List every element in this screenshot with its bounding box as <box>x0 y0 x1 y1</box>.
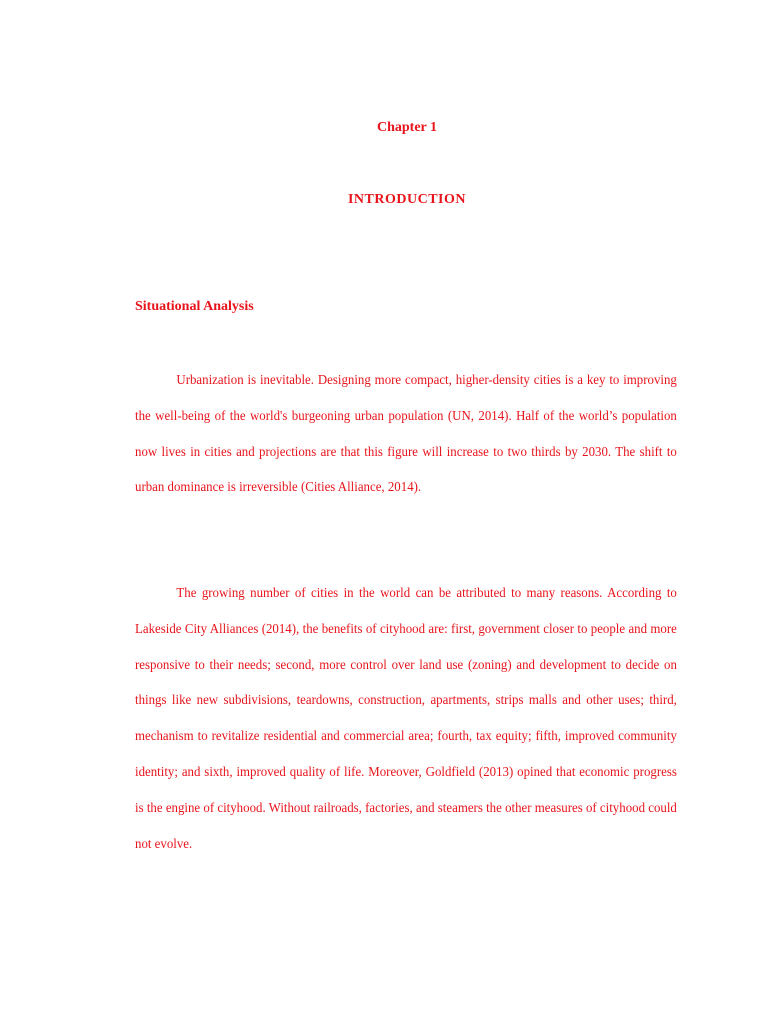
body-paragraph-2: The growing number of cities in the world can be attributed to many reasons. According to Lakeside City Alliances (2014), the benefits of cityhood are: first, government closer to people and more responsive to their needs; second, more control over land use (zoning) and development to decide on things like new subdivisions, teardowns, construction, apartments, strips malls and other uses; third, mechanism to revitalize residential and commercial area; fourth, tax equity; fifth, improved community identity; and sixth, improved quality of life. Moreover, Goldfield (2013) opined that economic progress is the engine of cityhood. Without railroads, factories, and steamers the other measures of cityhood could not evolve. <box>135 586 677 852</box>
section-heading: Situational Analysis <box>135 299 254 314</box>
body-paragraph-1: Urbanization is inevitable. Designing more compact, higher-density cities is a key to improving the well-being of the world's burgeoning urban population (UN, 2014). Half of the world’s population now lives in cities and projections are that this figure will increase to two thirds by 2030. The shift to urban dominance is irreversible (Cities Alliance, 2014). <box>135 373 677 496</box>
chapter-title: INTRODUCTION <box>347 192 466 207</box>
chapter-label: Chapter 1 <box>376 120 438 135</box>
